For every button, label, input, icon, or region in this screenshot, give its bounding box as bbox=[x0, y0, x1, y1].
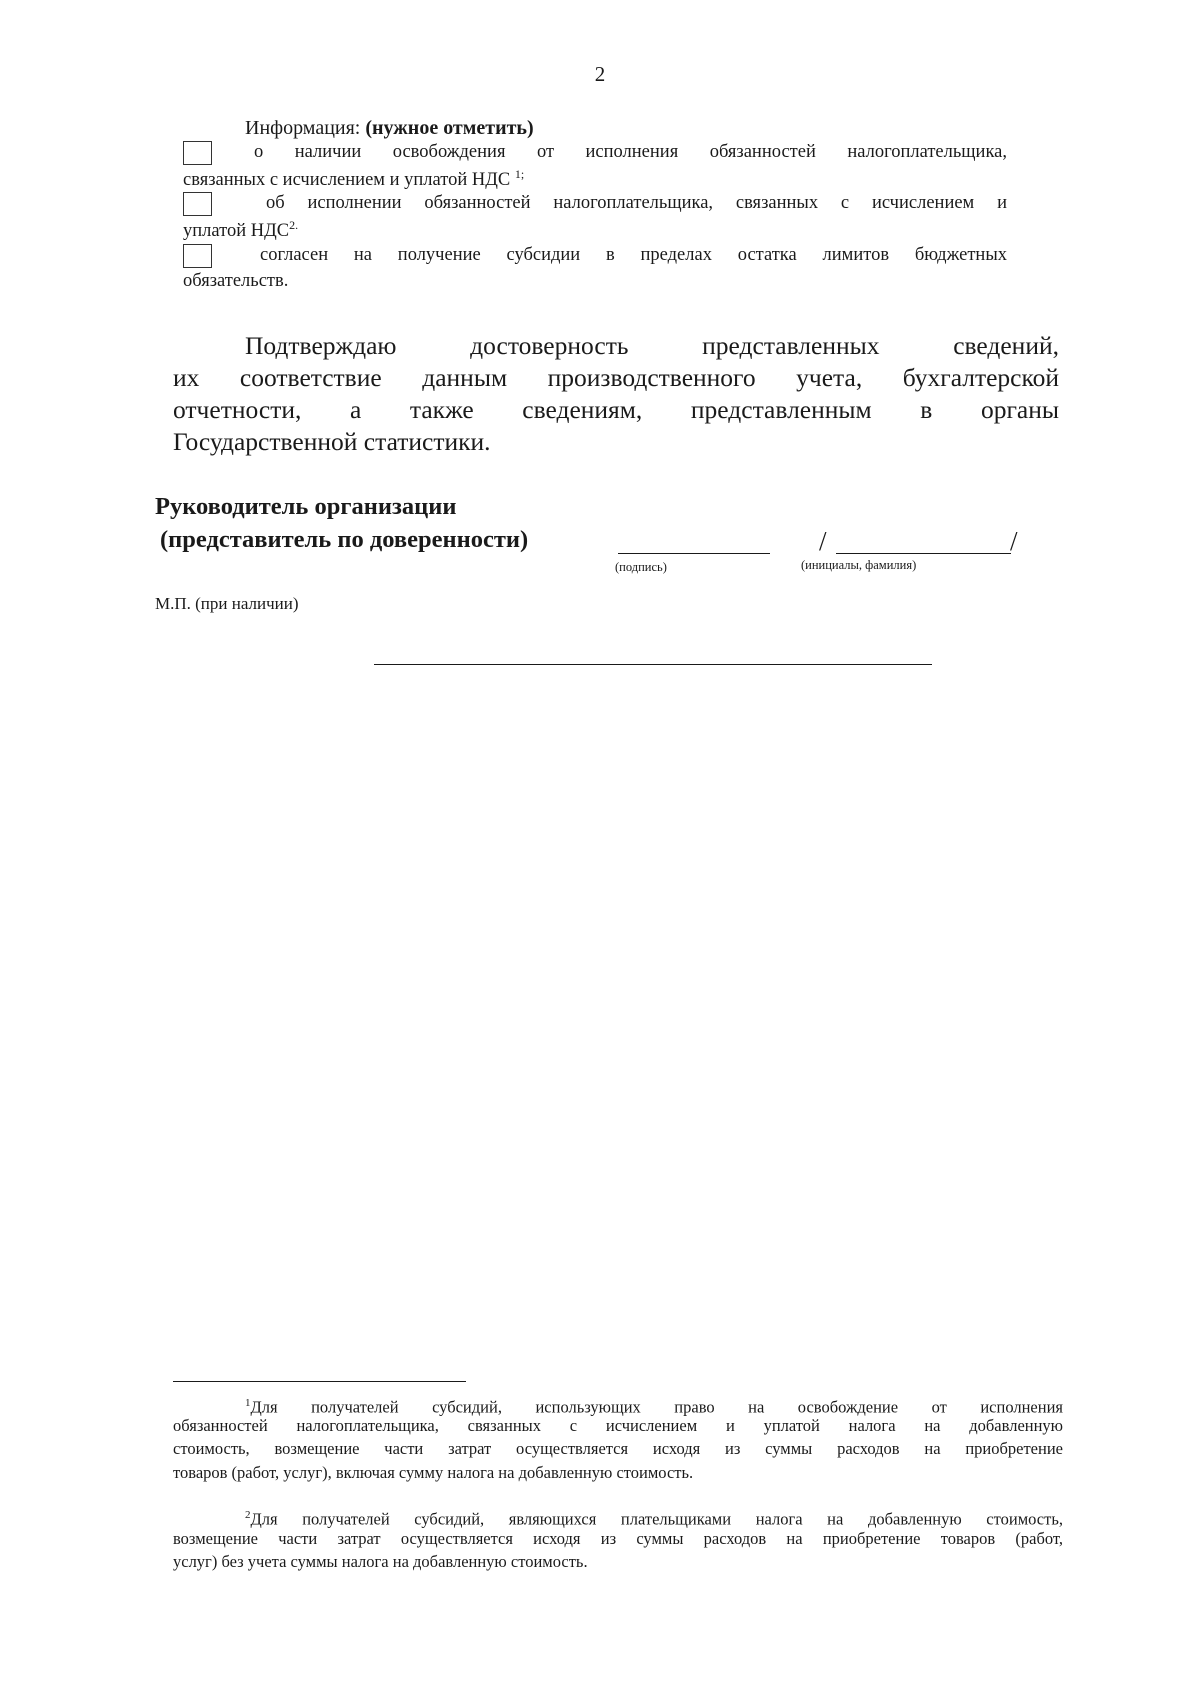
signatory-subtitle: (представитель по доверенности) bbox=[160, 526, 529, 553]
info-heading bbox=[245, 117, 534, 140]
info-heading-bold: (нужное отметить) bbox=[365, 117, 534, 139]
name-slash-left: / bbox=[819, 526, 827, 556]
confirmation-line-2: их соответствие данным производственного учета, бухгалтерской bbox=[173, 363, 1059, 392]
confirmation-line-3: отчетности, а также сведениям, представленным в органы bbox=[173, 395, 1059, 424]
info-heading-prefix: Информация: bbox=[245, 117, 361, 139]
footnote-2-line1: $^2$Для получателей субсидий, являющихся плательщиками налога на добавленную стоимость, bbox=[245, 1509, 1063, 1529]
footnote-1-line2: обязанностей налогоплательщика, связанных с исчислением и уплатой налога на добавленную bbox=[173, 1416, 1063, 1435]
signatory-title: Руководитель организации bbox=[155, 493, 457, 520]
footnote-1-line3: стоимость, возмещение части затрат осуществляется исходя из суммы расходов на приобретение bbox=[173, 1439, 1063, 1458]
checkbox-vat-payer[interactable] bbox=[183, 192, 212, 216]
stamp-note: М.П. (при наличии) bbox=[155, 594, 299, 613]
footnote-1-line1: $^1$Для получателей субсидий, использующих право на освобождение от исполнения bbox=[245, 1397, 1063, 1417]
info-item-2-line1: об исполнении обязанностей налогоплательщика, связанных с исчислением и bbox=[266, 193, 1007, 213]
footnote-2-line3: услуг) без учета суммы налога на добавленную стоимость. bbox=[173, 1552, 588, 1571]
name-caption: (инициалы, фамилия) bbox=[801, 558, 917, 572]
signature-line[interactable] bbox=[618, 553, 770, 554]
info-item-1-line2: связанных с исчислением и уплатой НДС $^{1;}$ bbox=[183, 167, 525, 191]
footnote-separator bbox=[173, 1381, 466, 1382]
checkbox-vat-exemption[interactable] bbox=[183, 141, 212, 165]
page-number: 2 bbox=[594, 62, 606, 86]
name-slash-right: / bbox=[1010, 526, 1018, 556]
info-item-1-line1: о наличии освобождения от исполнения обязанностей налогоплательщика, bbox=[254, 142, 1007, 162]
name-line[interactable] bbox=[836, 553, 1011, 554]
footnote-1-line4: товаров (работ, услуг), включая сумму налога на добавленную стоимость. bbox=[173, 1463, 694, 1482]
separator-line bbox=[374, 664, 932, 665]
confirmation-line-1: Подтверждаю достоверность представленных сведений, bbox=[245, 331, 1059, 360]
info-item-2-line2: уплатой $НДС^{2.}$ bbox=[183, 218, 299, 242]
info-item-3-line1: согласен на получение субсидии в пределах остатка лимитов бюджетных bbox=[260, 245, 1007, 265]
footnote-2-line2: возмещение части затрат осуществляется исходя из суммы расходов на приобретение товаров (работ, bbox=[173, 1529, 1063, 1548]
info-item-3-line2: обязательств. bbox=[183, 271, 289, 291]
checkbox-budget-limits[interactable] bbox=[183, 244, 212, 268]
signature-caption: (подпись) bbox=[615, 560, 667, 574]
confirmation-line-4: Государственной статистики. bbox=[173, 427, 491, 456]
